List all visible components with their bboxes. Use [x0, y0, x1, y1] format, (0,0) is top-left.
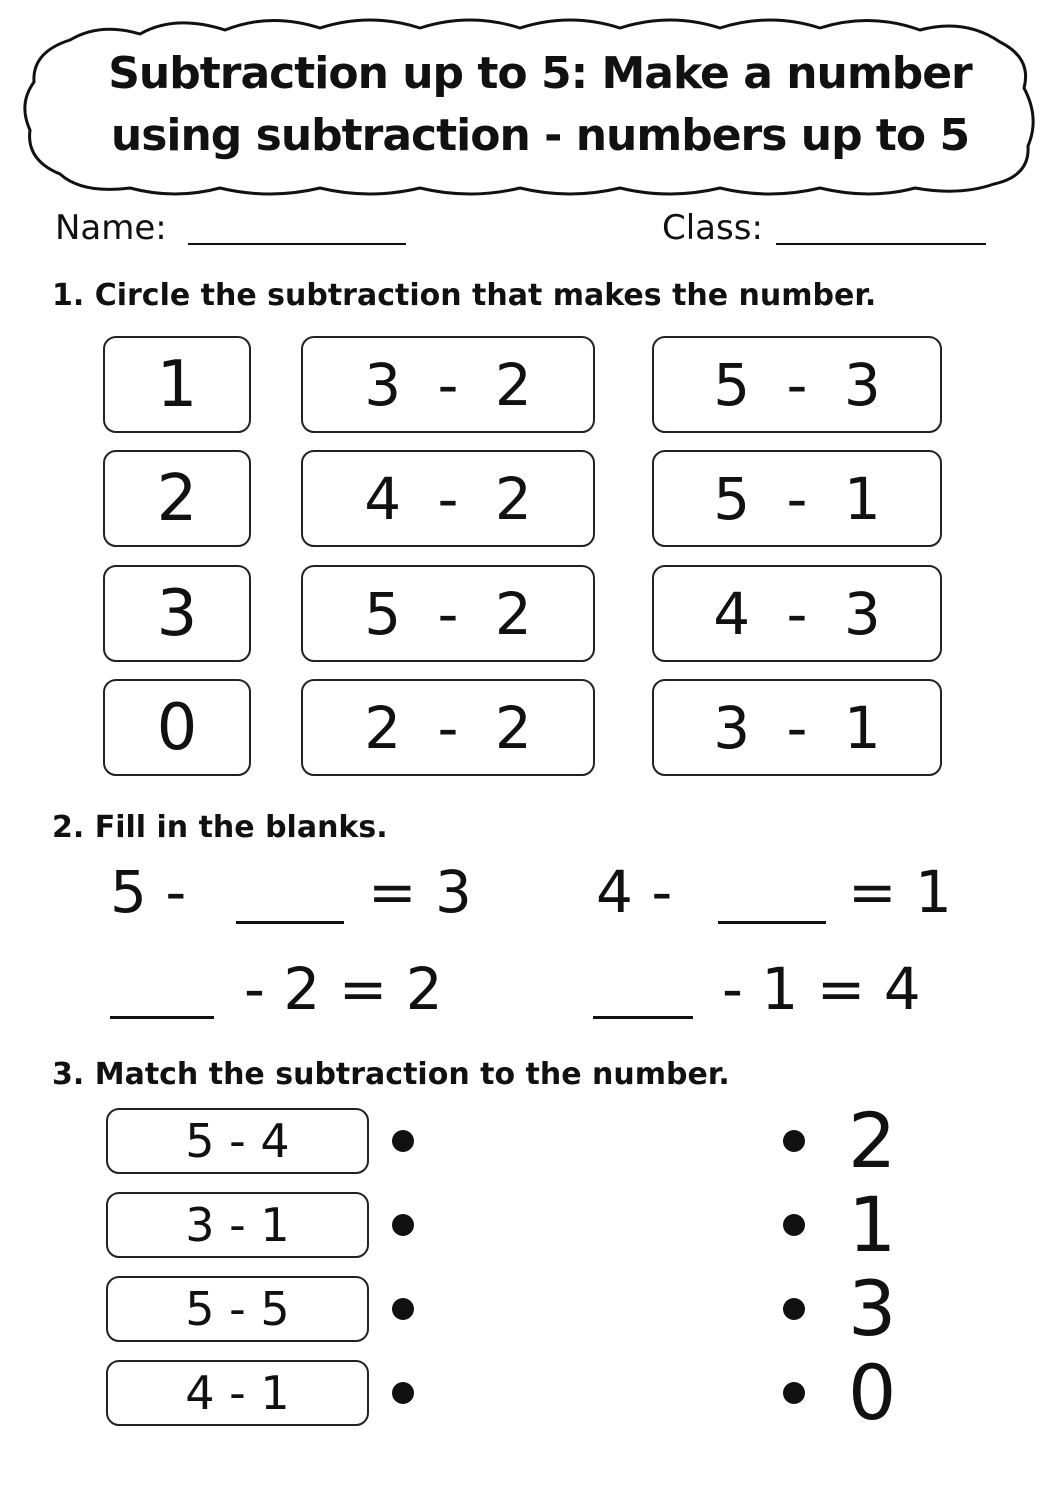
q3-expression: 5 - 4	[106, 1108, 369, 1174]
q3-left-dot[interactable]	[392, 1298, 414, 1320]
name-field[interactable]	[188, 243, 406, 245]
q2-problem-1-start: 5 -	[110, 858, 187, 926]
q3-left-dot[interactable]	[392, 1130, 414, 1152]
q3-right-dot[interactable]	[783, 1214, 805, 1236]
title-line-2: using subtraction - numbers up to 5	[110, 110, 970, 161]
q3-left-dot[interactable]	[392, 1382, 414, 1404]
q3-heading: 3. Match the subtraction to the number.	[52, 1057, 730, 1092]
q1-target-number: 3	[103, 565, 251, 662]
q3-right-dot[interactable]	[783, 1382, 805, 1404]
title-line-1: Subtraction up to 5: Make a number	[108, 48, 972, 99]
q1-option-a[interactable]: 2 - 2	[301, 679, 595, 776]
q1-option-a[interactable]: 5 - 2	[301, 565, 595, 662]
q1-option-b[interactable]: 5 - 1	[652, 450, 942, 547]
q2-answer-blank-1[interactable]	[236, 921, 344, 924]
name-label: Name:	[55, 208, 167, 248]
q3-expression: 5 - 5	[106, 1276, 369, 1342]
q2-problem-4-end: - 1 = 4	[722, 955, 921, 1023]
class-label: Class:	[662, 208, 763, 248]
q2-answer-blank-2[interactable]	[718, 921, 826, 924]
q1-target-number: 2	[103, 450, 251, 547]
q3-expression: 4 - 1	[106, 1360, 369, 1426]
q1-option-a[interactable]: 4 - 2	[301, 450, 595, 547]
q3-left-dot[interactable]	[392, 1214, 414, 1236]
q1-option-b[interactable]: 4 - 3	[652, 565, 942, 662]
q2-problem-3-end: - 2 = 2	[244, 955, 443, 1023]
q1-target-number: 0	[103, 679, 251, 776]
q1-target-number: 1	[103, 336, 251, 433]
q3-number: 3	[848, 1264, 897, 1353]
q1-heading: 1. Circle the subtraction that makes the number.	[52, 278, 877, 313]
q2-problem-1-end: = 3	[368, 858, 472, 926]
q3-number: 0	[848, 1348, 897, 1437]
q3-number: 1	[848, 1180, 897, 1269]
q3-expression: 3 - 1	[106, 1192, 369, 1258]
q2-answer-blank-3[interactable]	[110, 1016, 214, 1019]
q3-right-dot[interactable]	[783, 1298, 805, 1320]
class-field[interactable]	[776, 243, 986, 245]
q1-option-b[interactable]: 5 - 3	[652, 336, 942, 433]
q1-option-a[interactable]: 3 - 2	[301, 336, 595, 433]
q2-problem-2-end: = 1	[848, 858, 952, 926]
q3-number: 2	[848, 1096, 897, 1185]
q3-right-dot[interactable]	[783, 1130, 805, 1152]
q1-option-b[interactable]: 3 - 1	[652, 679, 942, 776]
q2-problem-2-start: 4 -	[596, 858, 673, 926]
title-cloud-shape	[0, 0, 1055, 200]
q2-answer-blank-4[interactable]	[593, 1016, 693, 1019]
q2-heading: 2. Fill in the blanks.	[52, 810, 388, 845]
